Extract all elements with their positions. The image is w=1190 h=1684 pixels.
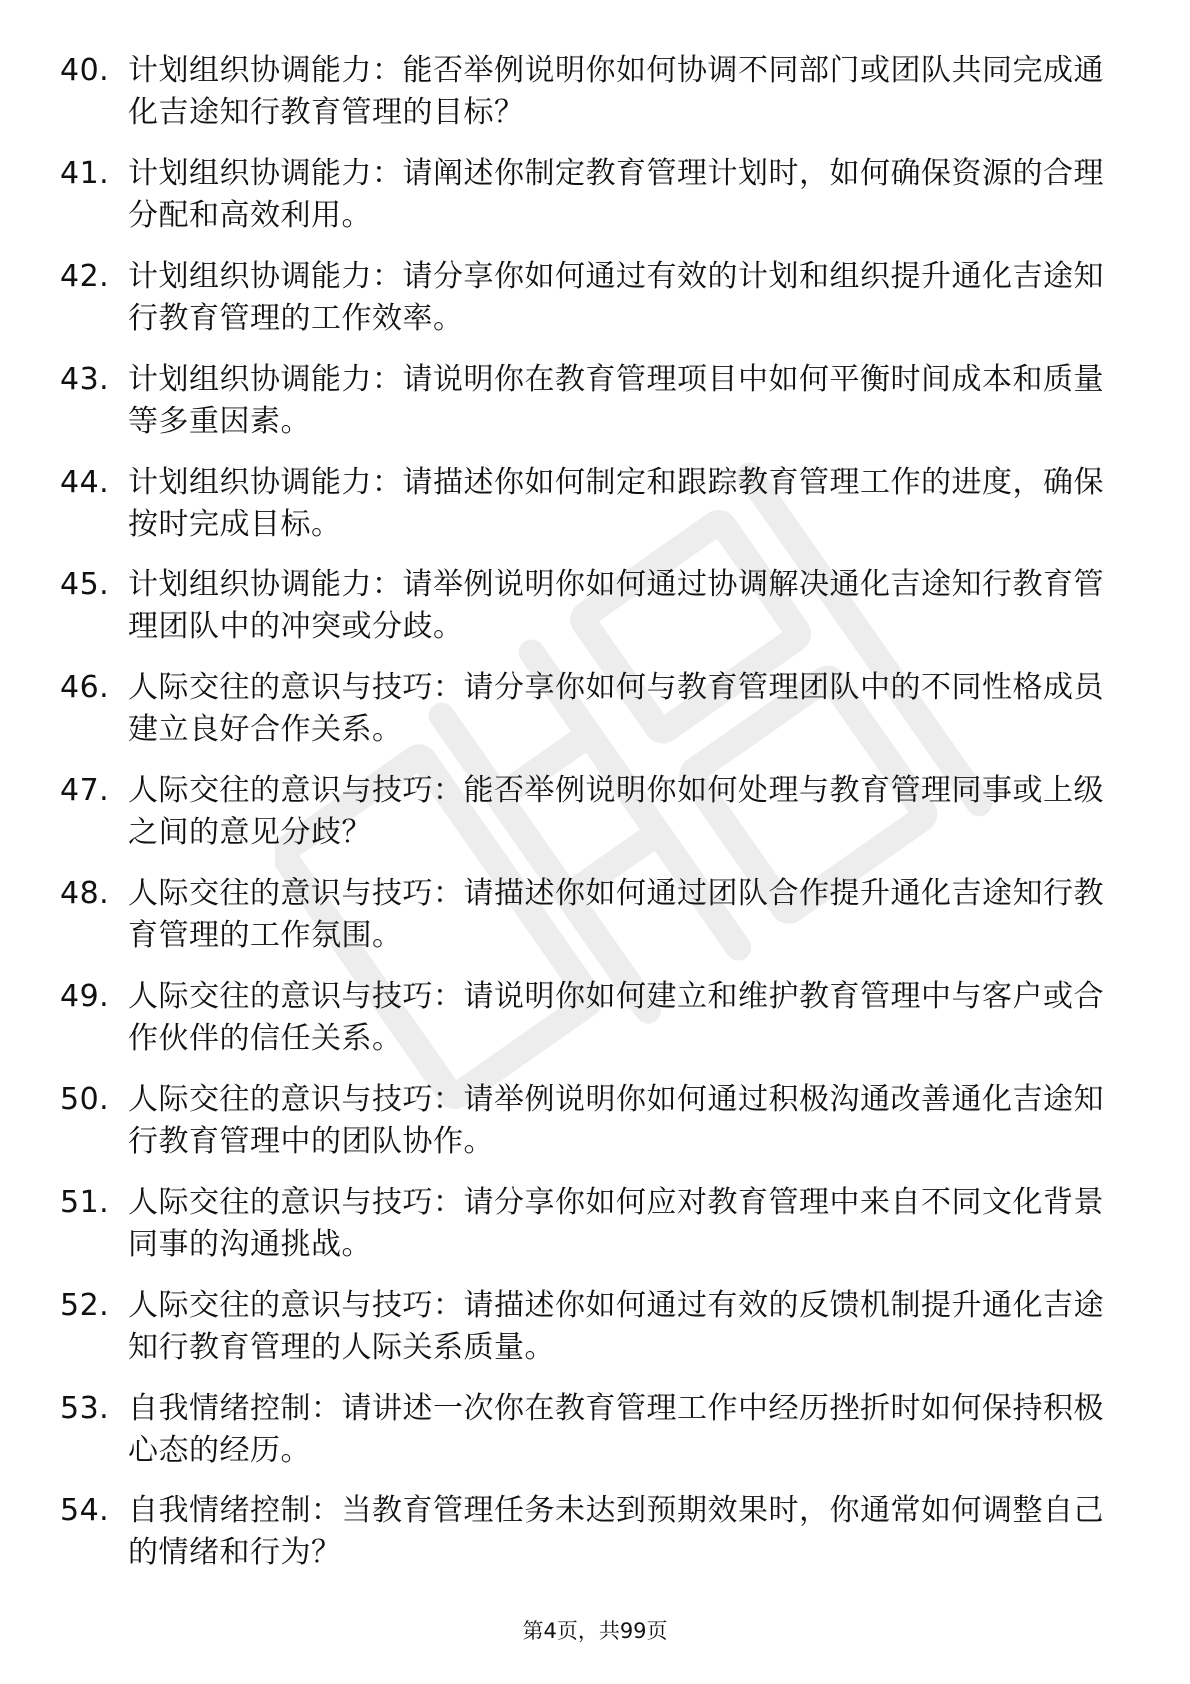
question-number: 47. (60, 773, 110, 809)
page-number-label: 第4页，共99页 (522, 1619, 668, 1643)
question-item (60, 1079, 1120, 1163)
question-number: 51. (60, 1184, 110, 1220)
question-item (60, 564, 1120, 648)
question-item (60, 1388, 1120, 1472)
question-number: 42. (60, 258, 110, 294)
question-text: 人际交往的意识与技巧：请分享你如何应对教育管理中来自不同文化背景同事的沟通挑战。 (128, 1184, 1104, 1262)
question-number: 41. (60, 155, 110, 191)
question-item (60, 462, 1120, 546)
question-number: 50. (60, 1081, 110, 1117)
question-text: 人际交往的意识与技巧：请分享你如何与教育管理团队中的不同性格成员建立良好合作关系。 (128, 670, 1104, 748)
question-item (60, 873, 1120, 957)
question-item (60, 1285, 1120, 1369)
question-number: 54. (60, 1493, 110, 1529)
question-text: 计划组织协调能力：能否举例说明你如何协调不同部门或团队共同完成通化吉途知行教育管理的目标？ (128, 53, 1104, 130)
question-number: 45. (60, 567, 110, 603)
question-item (60, 976, 1120, 1060)
question-item (60, 359, 1120, 443)
question-number: 43. (60, 361, 110, 397)
question-text: 人际交往的意识与技巧：能否举例说明你如何处理与教育管理同事或上级之间的意见分歧？ (128, 773, 1104, 851)
question-text: 自我情绪控制：当教育管理任务未达到预期效果时，你通常如何调整自己的情绪和行为？ (128, 1493, 1104, 1571)
question-text: 计划组织协调能力：请分享你如何通过有效的计划和组织提升通化吉途知行教育管理的工作效率。 (128, 258, 1104, 336)
question-item (60, 153, 1120, 237)
question-item (60, 667, 1120, 751)
question-text: 计划组织协调能力：请阐述你制定教育管理计划时，如何确保资源的合理分配和高效利用。 (128, 155, 1104, 233)
question-item (60, 1490, 1120, 1574)
question-item (60, 256, 1120, 340)
question-text: 人际交往的意识与技巧：请描述你如何通过有效的反馈机制提升通化吉途知行教育管理的人际关系质量。 (128, 1287, 1104, 1365)
question-item (60, 50, 1120, 134)
question-text: 计划组织协调能力：请举例说明你如何通过协调解决通化吉途知行教育管理团队中的冲突或分歧。 (128, 567, 1104, 645)
question-number: 49. (60, 979, 110, 1015)
question-list (60, 50, 1120, 1593)
question-text: 计划组织协调能力：请说明你在教育管理项目中如何平衡时间成本和质量等多重因素。 (128, 361, 1104, 439)
question-text: 自我情绪控制：请讲述一次你在教育管理工作中经历挫折时如何保持积极心态的经历。 (128, 1390, 1104, 1468)
question-item (60, 770, 1120, 854)
question-text: 计划组织协调能力：请描述你如何制定和跟踪教育管理工作的进度，确保按时完成目标。 (128, 464, 1104, 542)
question-text: 人际交往的意识与技巧：请举例说明你如何通过积极沟通改善通化吉途知行教育管理中的团队协作。 (128, 1081, 1104, 1159)
question-number: 52. (60, 1287, 110, 1323)
question-number: 40. (60, 53, 110, 88)
question-number: 46. (60, 670, 110, 706)
question-text: 人际交往的意识与技巧：请描述你如何通过团队合作提升通化吉途知行教育管理的工作氛围。 (128, 876, 1104, 954)
question-number: 48. (60, 876, 110, 912)
question-number: 44. (60, 464, 110, 500)
page-footer (0, 1616, 1190, 1646)
question-number: 53. (60, 1390, 110, 1426)
question-text: 人际交往的意识与技巧：请说明你如何建立和维护教育管理中与客户或合作伙伴的信任关系。 (128, 979, 1104, 1057)
question-item (60, 1182, 1120, 1266)
